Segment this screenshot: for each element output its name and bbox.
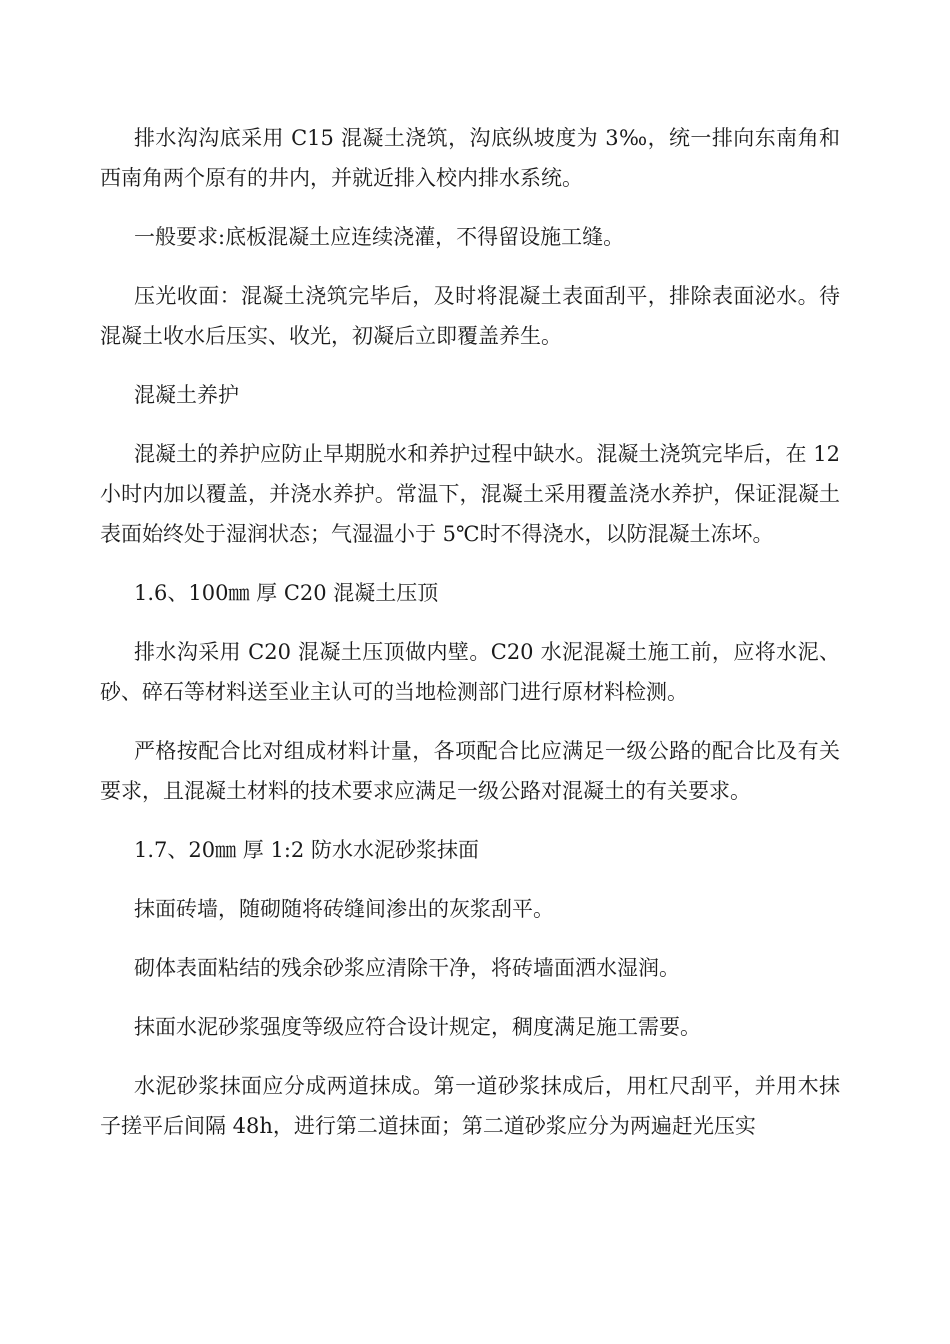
section-heading-curing: 混凝土养护 (134, 383, 239, 407)
paragraph-drain-bottom: 排水沟沟底采用 C15 混凝土浇筑，沟底纵坡度为 3‰，统一排向东南角和西南角两个原有的井内，并就近排入校内排水系统。 (100, 126, 840, 190)
paragraph-curing: 混凝土的养护应防止早期脱水和养护过程中缺水。混凝土浇筑完毕后，在 12 小时内加以覆盖，并浇水养护。常温下，混凝土采用覆盖浇水养护，保证混凝土表面始终处于湿润状态；气湿温小于 5℃时不得浇水，以防混凝土冻坏。 (100, 442, 840, 546)
section-heading-1-7: 1.7、20㎜ 厚 1:2 防水水泥砂浆抹面 (134, 838, 479, 862)
paragraph-plaster-brick: 抹面砖墙，随砌随将砖缝间渗出的灰浆刮平。 (134, 897, 554, 921)
paragraph-surface-finishing: 压光收面：混凝土浇筑完毕后，及时将混凝土表面刮平，排除表面泌水。待混凝土收水后压实、收光，初凝后立即覆盖养生。 (100, 284, 840, 348)
paragraph-c20-coping: 排水沟采用 C20 混凝土压顶做内壁。C20 水泥混凝土施工前，应将水泥、砂、碎石等材料送至业主认可的当地检测部门进行原材料检测。 (100, 640, 840, 704)
paragraph-mortar-strength: 抹面水泥砂浆强度等级应符合设计规定，稠度满足施工需要。 (134, 1015, 701, 1039)
paragraph-general-requirements: 一般要求:底板混凝土应连续浇灌，不得留设施工缝。 (134, 225, 625, 249)
document-body (100, 118, 840, 1165)
paragraph-two-coats: 水泥砂浆抹面应分成两道抹成。第一道砂浆抹成后，用杠尺刮平，并用木抹子搓平后间隔 48h，进行第二道抹面；第二道砂浆应分为两遍赶光压实 (100, 1074, 840, 1138)
paragraph-clean-surface: 砌体表面粘结的残余砂浆应清除干净，将砖墙面洒水湿润。 (134, 956, 680, 980)
paragraph-mix-ratio: 严格按配合比对组成材料计量，各项配合比应满足一级公路的配合比及有关要求，且混凝土材料的技术要求应满足一级公路对混凝土的有关要求。 (100, 739, 840, 803)
section-heading-1-6: 1.6、100㎜ 厚 C20 混凝土压顶 (134, 581, 439, 605)
